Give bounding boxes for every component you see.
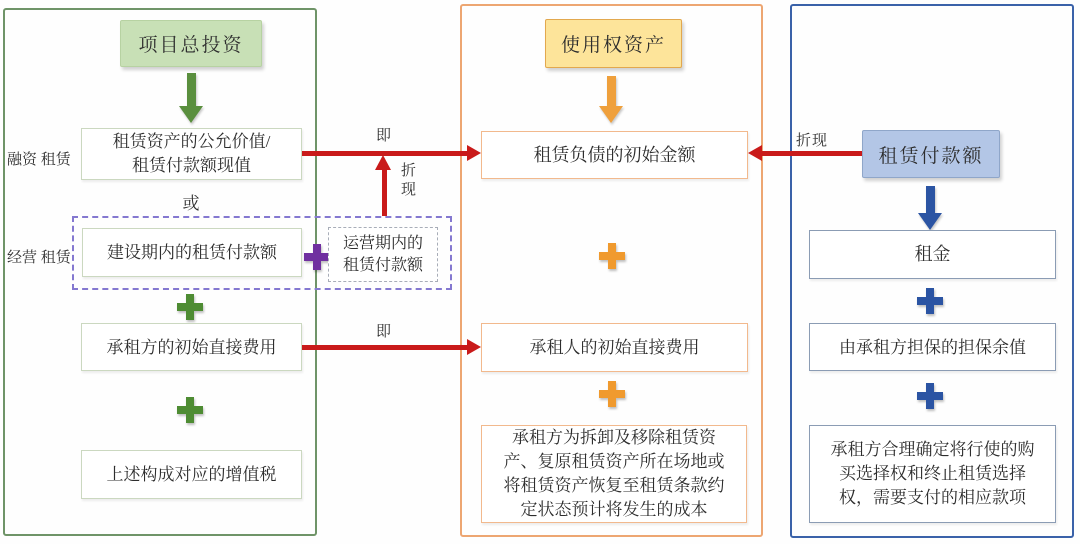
options-line1: 承租方合理确定将行使的购: [830, 440, 1035, 459]
fair-value-line2: 租赁付款额现值: [132, 156, 251, 175]
lease-payments-header: 租赁付款额: [862, 130, 1000, 178]
guaranteed-residual-value-box: 由承租方担保的担保余值: [809, 323, 1056, 371]
vat-box: 上述构成对应的增值税: [81, 450, 302, 499]
operating-period-payments-box: [328, 227, 438, 282]
operating-box-line2: 租赁付款额: [342, 256, 423, 274]
plus-icon: [917, 288, 943, 314]
plus-icon: [304, 244, 330, 270]
discount-label-vertical: 折现: [399, 162, 415, 200]
or-label: 或: [182, 194, 200, 213]
construction-period-payments-box: 建设期内的租赁付款额: [82, 228, 302, 277]
options-line2: 买选择权和终止租赁选择: [839, 464, 1026, 483]
plus-icon: [917, 383, 943, 409]
plus-icon: [177, 294, 203, 320]
immediate-label-top: 即: [376, 128, 392, 144]
dismantle-line3: 将租赁资产恢复至租赁条款约: [503, 476, 725, 495]
finance-lease-row-label: 融资 租赁: [7, 152, 71, 168]
right-of-use-asset-header: 使用权资产: [545, 19, 682, 68]
plus-icon: [599, 243, 625, 269]
rent-box: 租金: [809, 230, 1056, 279]
dismantle-line4: 定状态预计将发生的成本: [520, 500, 708, 519]
fair-value-box: [81, 128, 302, 180]
dismantle-restore-cost-box: [481, 425, 747, 523]
lessee-initial-direct-cost-box: 承租人的初始直接费用: [481, 323, 748, 372]
operating-lease-row-label: 经营 租赁: [7, 250, 71, 266]
fair-value-line1: 租赁资产的公允价值/: [112, 132, 271, 151]
total-investment-header: 项目总投资: [120, 20, 262, 67]
dismantle-line2: 产、复原租赁资产所在场地或: [503, 452, 725, 471]
purchase-termination-options-box: [809, 425, 1056, 523]
lessor-initial-direct-cost-box: 承租方的初始直接费用: [81, 323, 302, 371]
dismantle-line1: 承租方为拆卸及移除租赁资: [512, 428, 716, 447]
discount-label-right: 折现: [796, 133, 829, 149]
plus-icon: [177, 397, 203, 423]
lease-liability-initial-amount-box: 租赁负债的初始金额: [481, 131, 748, 179]
operating-box-line1: 运营期内的: [342, 234, 423, 252]
options-line3: 权，需要支付的相应款项: [839, 488, 1026, 507]
plus-icon: [599, 381, 625, 407]
immediate-label-bottom: 即: [376, 324, 392, 340]
